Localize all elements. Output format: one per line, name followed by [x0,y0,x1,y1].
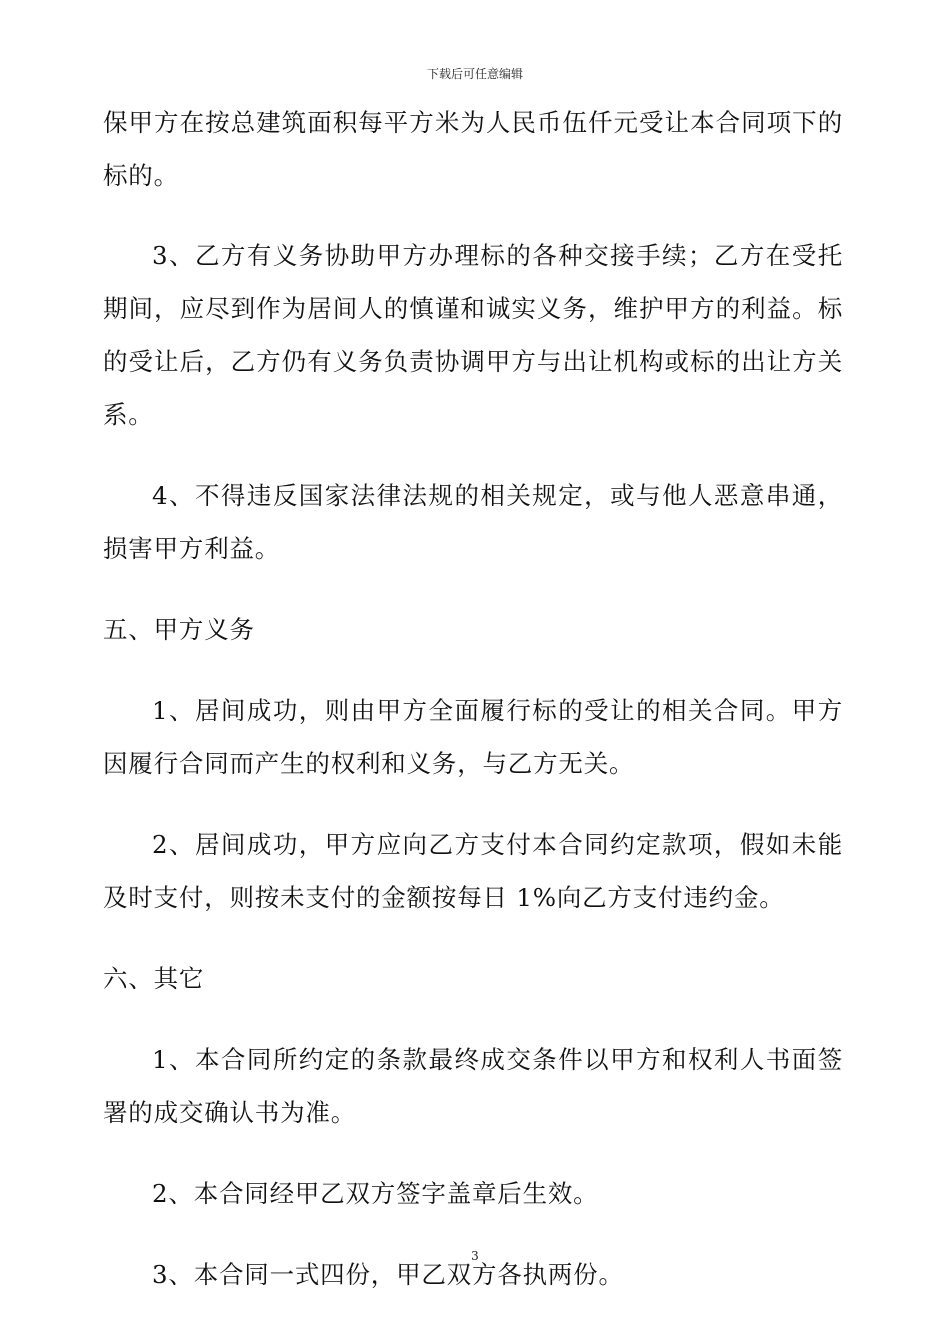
paragraph-section-5-clause-2: 2、居间成功，甲方应向乙方支付本合同约定款项，假如未能及时支付，则按未支付的金额按每日 1%向乙方支付违约金。 [103,830,843,912]
paragraph-section-6-clause-3: 3、本合同一式四份，甲乙双方各执两份。 [152,1260,624,1289]
section-heading-6: 六、其它 [103,964,205,993]
section-heading-5: 五、甲方义务 [103,615,255,644]
paragraph-clause-4: 4、不得违反国家法律法规的相关规定，或与他人恶意串通，损害甲方利益。 [103,481,843,563]
page-number: 3 [471,1249,479,1263]
page-header: 下载后可任意编辑 [426,67,523,81]
paragraph-continuation: 保甲方在按总建筑面积每平方米为人民币伍仟元受让本合同项下的标的。 [103,108,843,190]
paragraph-section-5-clause-1: 1、居间成功，则由甲方全面履行标的受让的相关合同。甲方因履行合同而产生的权利和义务，与乙方无关。 [103,696,843,778]
paragraph-section-6-clause-2: 2、本合同经甲乙双方签字盖章后生效。 [152,1179,599,1208]
paragraph-clause-3: 3、乙方有义务协助甲方办理标的各种交接手续；乙方在受托期间，应尽到作为居间人的慎谨和诚实义务，维护甲方的利益。标的受让后，乙方仍有义务负责协调甲方与出让机构或标的出让方关系。 [103,241,843,429]
paragraph-section-6-clause-1: 1、本合同所约定的条款最终成交条件以甲方和权利人书面签署的成交确认书为准。 [103,1045,843,1127]
document-body [103,96,843,1329]
